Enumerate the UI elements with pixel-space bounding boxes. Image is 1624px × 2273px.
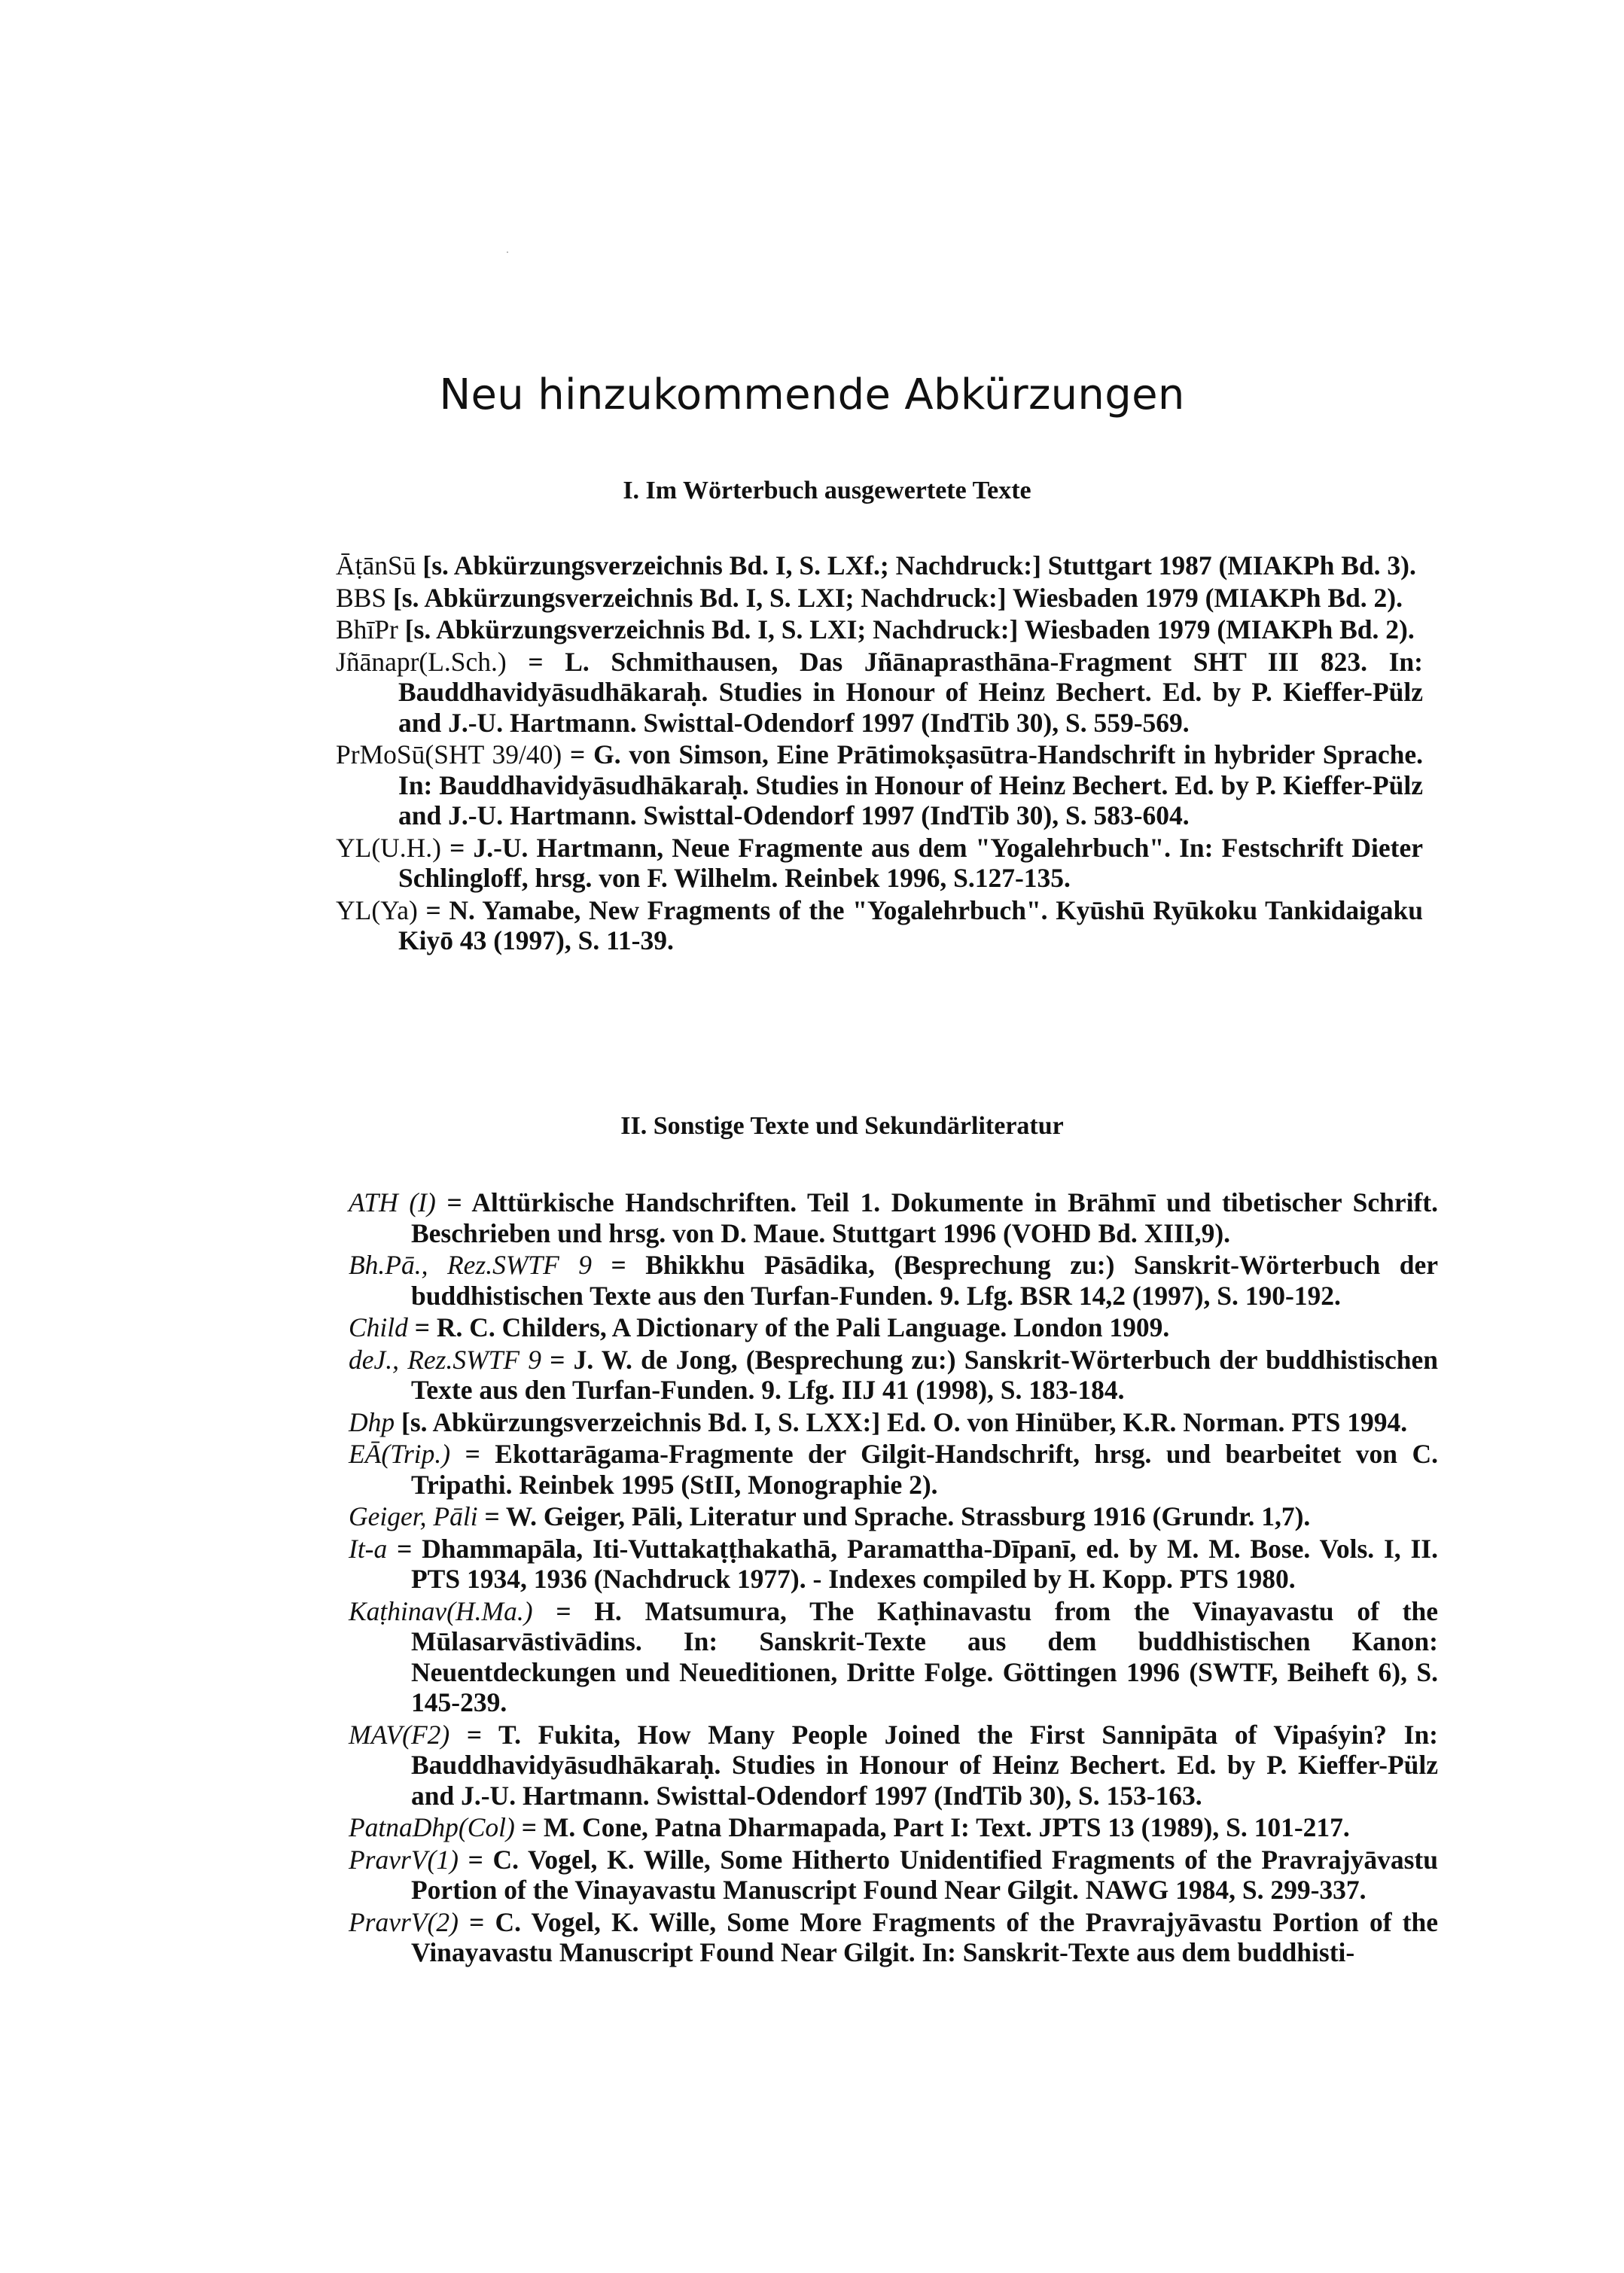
abbreviation-entry [349,1812,1438,1843]
entry-text: = Dhammapāla, Iti-Vuttakaṭṭhakathā, Paramattha-Dīpanī, ed. by M. M. Bose. Vols. I, II. PTS 1934, 1936 (Nachdruck 1977). - Indexes compiled by H. Kopp. PTS 1980. [397,1533,1438,1594]
abbreviation-entry [336,614,1423,645]
entry-abbreviation: Geiger, Pāli [349,1501,478,1531]
section-1-heading: I. Im Wörterbuch ausgewertete Texte [623,477,1031,504]
scan-speck [507,251,508,253]
entry-abbreviation: It-a [349,1533,388,1564]
abbreviation-entry [336,647,1423,739]
abbreviation-entry [349,1845,1438,1906]
entry-abbreviation: EĀ(Trip.) [349,1439,451,1469]
abbreviation-entry [336,739,1423,831]
entry-abbreviation: Kaṭhinav(H.Ma.) [349,1595,533,1626]
abbreviation-entry [349,1596,1438,1718]
entry-text: [s. Abkürzungsverzeichnis Bd. I, S. LXf.; Nachdruck:] Stuttgart 1987 (MIAKPh Bd. 3). [422,550,1416,580]
abbreviation-entry [336,550,1423,581]
abbreviation-entry [349,1439,1438,1500]
entry-text: [s. Abkürzungsverzeichnis Bd. I, S. LXI; Nachdruck:] Wiesbaden 1979 (MIAKPh Bd. 2). [392,582,1403,613]
entry-abbreviation: Dhp [349,1406,395,1437]
entry-text: = Alttürkische Handschriften. Teil 1. Dokumente in Brāhmī und tibetischer Schrift. Beschrieben und hrsg. von D. Maue. Stuttgart 1996 (VOHD Bd. XIII,9). [411,1187,1439,1248]
entry-abbreviation: Child [349,1312,408,1342]
entry-text: = C. Vogel, K. Wille, Some More Fragments of the Pravrajyāvastu Portion of the Vinayavastu Manuscript Found Near Gilgit. In: Sanskrit-Texte aus dem buddhisti- [411,1906,1439,1967]
abbreviation-entry [349,1720,1438,1811]
entry-abbreviation: BBS [336,582,387,613]
section-2-entries [349,1187,1438,1970]
entry-abbreviation: PatnaDhp(Col) [349,1812,515,1842]
entry-text: = Ekottarāgama-Fragmente der Gilgit-Handschrift, hrsg. und bearbeitet von C. Tripathi. Reinbek 1995 (StII, Monographie 2). [411,1439,1439,1500]
entry-abbreviation: PravrV(2) [349,1906,459,1937]
abbreviation-entry [336,895,1423,956]
entry-text: = W. Geiger, Pāli, Literatur und Sprache. Strassburg 1916 (Grundr. 1,7). [484,1501,1311,1531]
entry-text: = Bhikkhu Pāsādika, (Besprechung zu:) Sanskrit-Wörterbuch der buddhistischen Texte aus den Turfan-Funden. 9. Lfg. BSR 14,2 (1997), S. 190-192. [411,1250,1438,1311]
entry-abbreviation: BhīPr [336,614,398,644]
entry-text: = J. W. de Jong, (Besprechung zu:) Sanskrit-Wörterbuch der buddhistischen Texte aus den Turfan-Funden. 9. Lfg. IIJ 41 (1998), S. 183-184. [411,1344,1438,1405]
entry-text: [s. Abkürzungsverzeichnis Bd. I, S. LXX:] Ed. O. von Hinüber, K.R. Norman. PTS 1994. [401,1406,1408,1437]
section-1-entries [336,550,1423,958]
entry-text: = R. C. Childers, A Dictionary of the Pali Language. London 1909. [414,1312,1170,1342]
entry-abbreviation: ĀṭānSū [336,550,416,580]
entry-text: = H. Matsumura, The Kaṭhinavastu from the Vinayavastu of the Mūlasarvāstivādins. In: Sanskrit-Texte aus dem buddhistischen Kanon: Neuentdeckungen und Neueditionen, Dritte Folge. Göttingen 1996 (SWTF, Beiheft 6), S. 145-239. [411,1595,1438,1717]
abbreviation-entry [349,1501,1438,1532]
entry-text: = N. Yamabe, New Fragments of the "Yogalehrbuch". Kyūshū Ryūkoku Tankidaigaku Kiyō 43 (1997), S. 11-39. [398,894,1423,955]
entry-abbreviation: Bh.Pā., Rez.SWTF 9 [349,1250,593,1280]
abbreviation-entry [349,1312,1438,1343]
abbreviation-entry [349,1250,1438,1311]
entry-abbreviation: MAV(F2) [349,1719,450,1750]
abbreviation-entry [349,1187,1438,1248]
entry-text: = T. Fukita, How Many People Joined the First Sannipāta of Vipaśyin? In: Bauddhavidyāsudhākaraḥ. Studies in Honour of Heinz Bechert. Ed. by P. Kieffer-Pülz and J.-U. Hartmann. Swisttal-Odendorf 1997 (IndTib 30), S. 153-163. [411,1719,1439,1811]
abbreviation-entry [349,1345,1438,1406]
page-title: Neu hinzukommende Abkürzungen [439,370,1185,419]
abbreviation-entry [349,1534,1438,1595]
entry-text: = L. Schmithausen, Das Jñānaprasthāna-Fragment SHT III 823. In: Bauddhavidyāsudhākaraḥ. Studies in Honour of Heinz Bechert. Ed. by P. Kieffer-Pülz and J.-U. Hartmann. Swisttal-Odendorf 1997 (IndTib 30), S. 559-569. [398,646,1423,738]
entry-text: = J.-U. Hartmann, Neue Fragmente aus dem "Yogalehrbuch". In: Festschrift Dieter Schlingloff, hrsg. von F. Wilhelm. Reinbek 1996, S.127-135. [398,832,1423,893]
entry-text: = M. Cone, Patna Dharmapada, Part I: Text. JPTS 13 (1989), S. 101-217. [521,1812,1350,1842]
entry-abbreviation: YL(U.H.) [336,832,441,863]
abbreviation-entry [349,1407,1438,1438]
entry-text: = G. von Simson, Eine Prātimokṣasūtra-Handschrift in hybrider Sprache. In: Bauddhavidyāsudhākaraḥ. Studies in Honour of Heinz Bechert. Ed. by P. Kieffer-Pülz and J.-U. Hartmann. Swisttal-Odendorf 1997 (IndTib 30), S. 583-604. [398,739,1424,830]
abbreviation-entry [336,833,1423,894]
section-2-heading: II. Sonstige Texte und Sekundärliteratur [620,1112,1064,1140]
abbreviation-entry [349,1907,1438,1968]
abbreviation-entry [336,583,1423,614]
entry-abbreviation: deJ., Rez.SWTF 9 [349,1344,542,1375]
entry-abbreviation: Jñānapr(L.Sch.) [336,646,507,677]
entry-text: = C. Vogel, K. Wille, Some Hitherto Unidentified Fragments of the Pravrajyāvastu Portion of the Vinayavastu Manuscript Found Near Gilgit. NAWG 1984, S. 299-337. [411,1844,1438,1905]
entry-abbreviation: PrMoSū(SHT 39/40) [336,739,562,769]
entry-abbreviation: PravrV(1) [349,1844,459,1875]
entry-abbreviation: YL(Ya) [336,894,418,925]
entry-text: [s. Abkürzungsverzeichnis Bd. I, S. LXI; Nachdruck:] Wiesbaden 1979 (MIAKPh Bd. 2). [404,614,1415,644]
entry-abbreviation: ATH (I) [349,1187,436,1217]
